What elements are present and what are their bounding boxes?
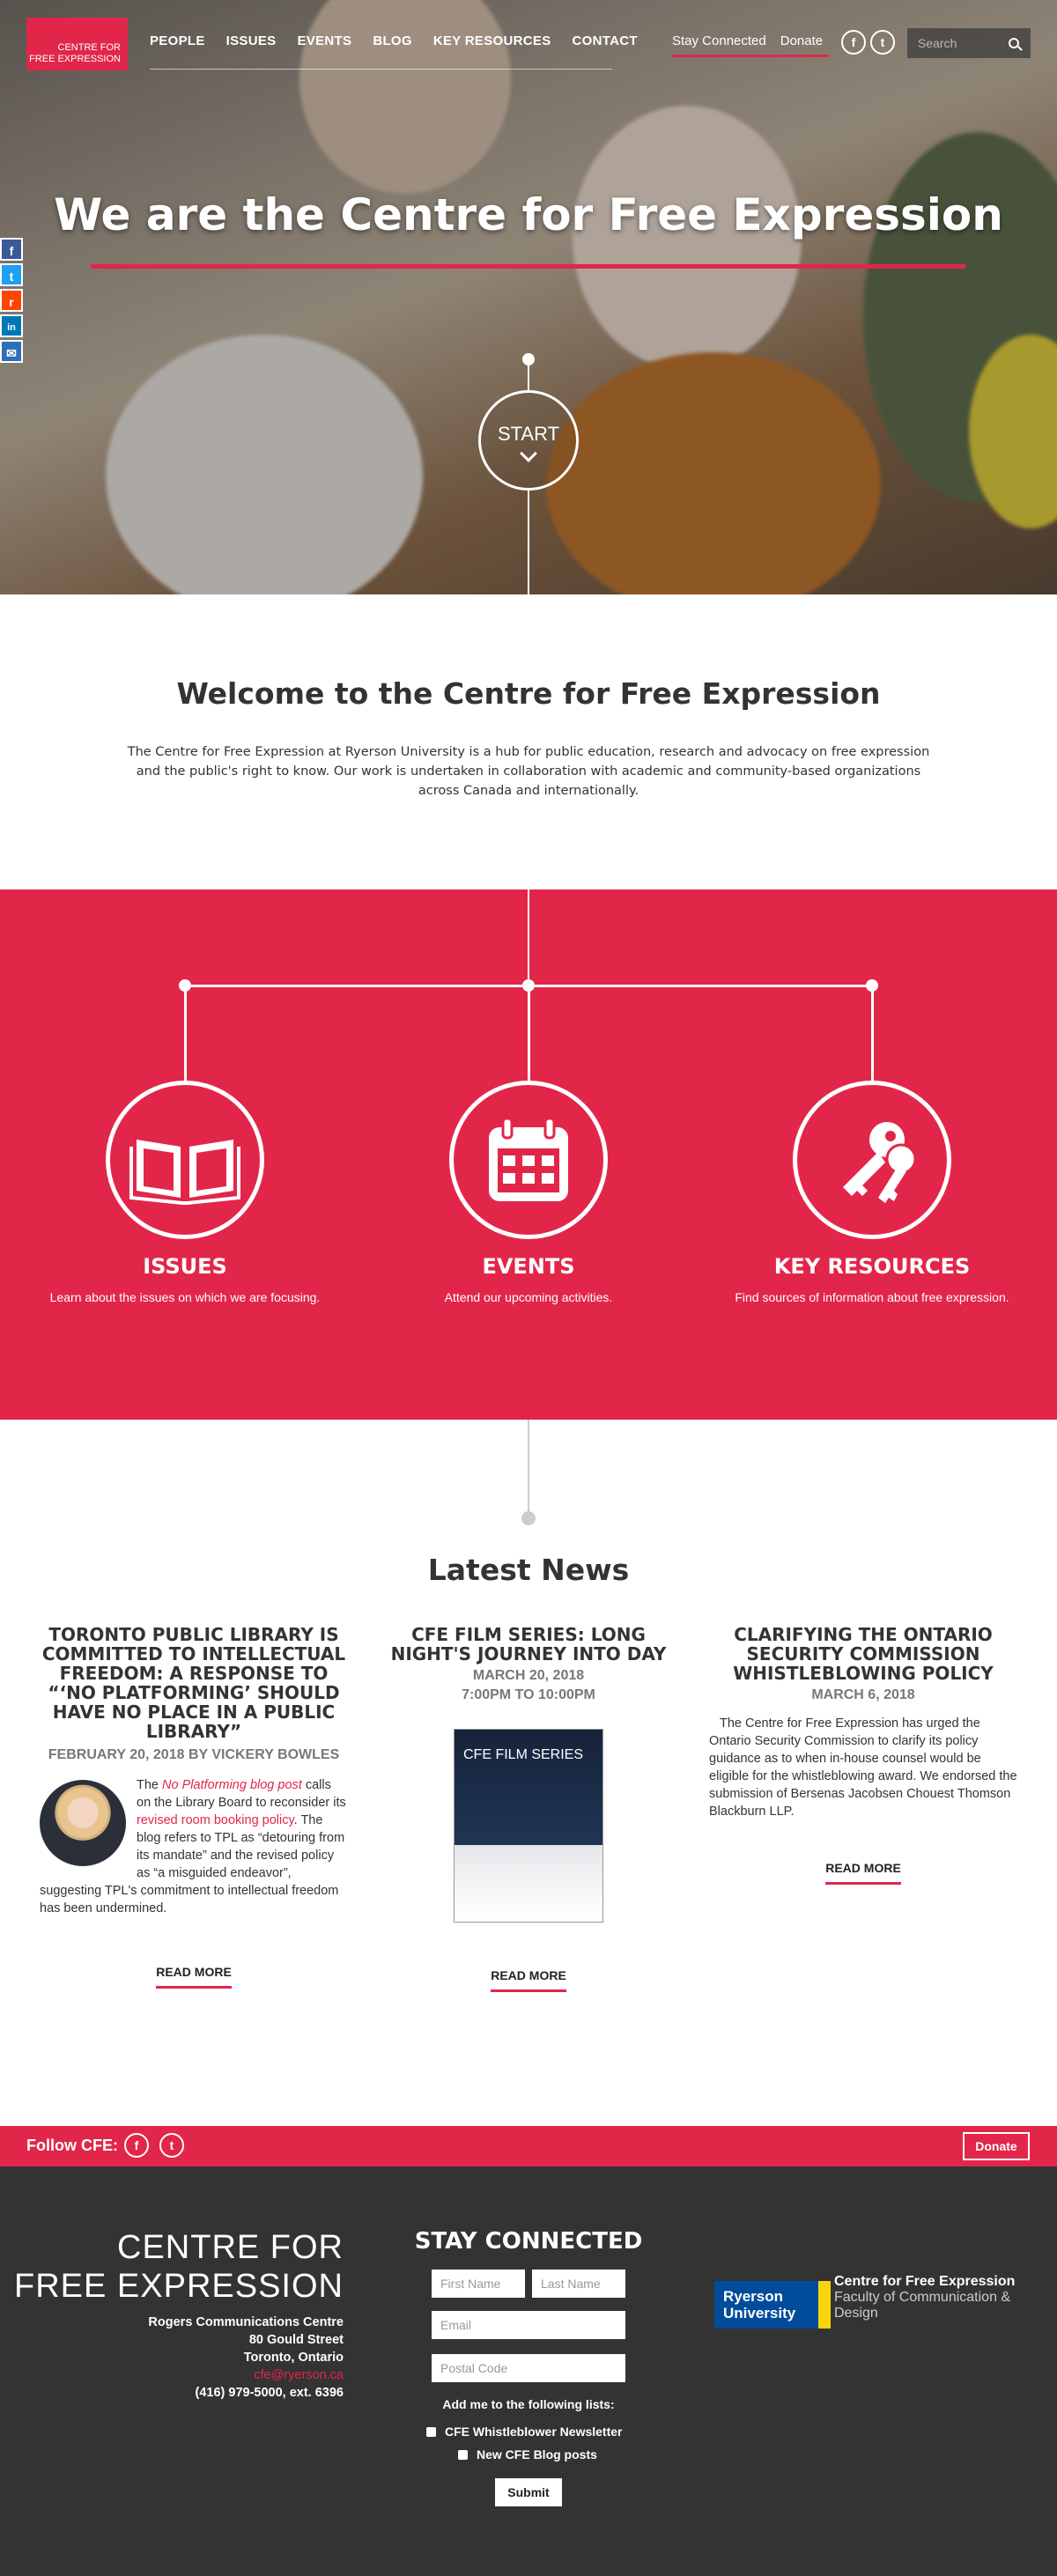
issues-title[interactable]: ISSUES bbox=[143, 1254, 227, 1279]
nav-events[interactable]: EVENTS bbox=[297, 33, 352, 48]
follow-label: Follow CFE: bbox=[26, 2137, 118, 2154]
chevron-down-icon bbox=[520, 445, 537, 462]
checkbox[interactable] bbox=[426, 2427, 436, 2437]
submit-button[interactable]: Submit bbox=[495, 2478, 562, 2506]
main-nav bbox=[150, 33, 638, 48]
search-box bbox=[907, 28, 1031, 58]
stay-connected-link[interactable]: Stay Connected bbox=[672, 33, 766, 48]
checkbox[interactable] bbox=[458, 2450, 468, 2460]
blog-posts-option[interactable] bbox=[458, 2447, 597, 2462]
email-field[interactable] bbox=[432, 2311, 625, 2339]
footer-logo-line-1: CENTRE FOR bbox=[117, 2229, 344, 2266]
nav-key-resources[interactable]: KEY RESOURCES bbox=[432, 33, 551, 48]
faculty-name: Faculty of Communication & Design bbox=[834, 2290, 1011, 2321]
author-avatar bbox=[40, 1780, 126, 1866]
no-platforming-link[interactable]: No Platforming blog post bbox=[162, 1778, 302, 1792]
address-line: Rogers Communications Centre bbox=[148, 2315, 344, 2329]
nav-blog[interactable]: BLOG bbox=[373, 33, 412, 48]
excerpt-text: . The blog refers to TPL as “detouring from its mandate” and the revised policy as “a misguided endeavor”, suggesting TPL's commitment to intellectual freedom has been undermined. bbox=[40, 1813, 345, 1915]
footer-phone: (416) 979-5000, ext. 6396 bbox=[195, 2386, 344, 2400]
checkbox-label: CFE Whistleblower Newsletter bbox=[445, 2425, 623, 2439]
timeline-line bbox=[528, 361, 529, 392]
start-button[interactable] bbox=[478, 390, 579, 491]
news-item-date: MARCH 6, 2018 bbox=[811, 1687, 915, 1702]
stay-connected-title: STAY CONNECTED bbox=[414, 2228, 643, 2255]
hero-title-underline bbox=[91, 264, 965, 269]
follow-bar bbox=[0, 2126, 1057, 2166]
donate-button[interactable]: Donate bbox=[963, 2132, 1030, 2160]
footer-address bbox=[148, 2314, 344, 2402]
footer-logo-line-2: FREE EXPRESSION bbox=[14, 2268, 344, 2305]
read-more-button[interactable]: READ MORE bbox=[825, 1861, 901, 1885]
issues-circle[interactable] bbox=[106, 1081, 264, 1239]
first-name-field[interactable] bbox=[432, 2270, 525, 2298]
search-icon[interactable] bbox=[1009, 38, 1019, 48]
start-label: START bbox=[497, 423, 560, 445]
checkbox-label: New CFE Blog posts bbox=[477, 2447, 597, 2462]
share-email-icon[interactable]: ✉ bbox=[0, 340, 23, 363]
timeline-line bbox=[528, 1420, 529, 1517]
news-item-excerpt: The Centre for Free Expression has urged the Ontario Security Commission to clarify its policy guidance as to when in-house counsel would be eligible for the whistleblowing award. We endorsed the submission of Bersenas Jacobsen Chouest Thomson Blackburn LLP. bbox=[709, 1716, 1017, 1819]
news-item-time: 7:00PM TO 10:00PM bbox=[462, 1687, 595, 1702]
donate-link[interactable]: Donate bbox=[780, 33, 824, 48]
share-facebook-icon[interactable]: f bbox=[0, 238, 23, 261]
site-logo[interactable] bbox=[26, 18, 128, 70]
footer-logo[interactable] bbox=[14, 2228, 344, 2306]
share-bar bbox=[0, 238, 26, 365]
nav-people[interactable]: PEOPLE bbox=[150, 33, 205, 48]
share-reddit-icon[interactable]: r bbox=[0, 289, 23, 312]
hero-title: We are the Centre for Free Expression bbox=[54, 189, 1003, 240]
top-links bbox=[672, 33, 823, 48]
welcome-title: Welcome to the Centre for Free Expression bbox=[176, 676, 881, 711]
news-item-date: MARCH 20, 2018 bbox=[472, 1668, 585, 1683]
whistleblower-newsletter-option[interactable] bbox=[426, 2425, 622, 2439]
nav-issues[interactable]: ISSUES bbox=[225, 33, 277, 48]
key-resources-title[interactable]: KEY RESOURCES bbox=[773, 1254, 971, 1279]
address-line: 80 Gould Street bbox=[248, 2333, 344, 2347]
postal-code-field[interactable] bbox=[432, 2354, 625, 2382]
poster-title: CFE FILM SERIES bbox=[463, 1747, 584, 1762]
timeline-dot bbox=[521, 1511, 536, 1525]
key-resources-subtitle: Find sources of information about free expression. bbox=[735, 1290, 1009, 1304]
stay-connected-underline bbox=[672, 55, 829, 57]
latest-news-title: Latest News bbox=[427, 1553, 630, 1587]
booking-policy-link[interactable]: revised room booking policy bbox=[137, 1813, 294, 1827]
footer-email-link[interactable]: cfe@ryerson.ca bbox=[254, 2368, 344, 2382]
share-twitter-icon[interactable]: t bbox=[0, 263, 23, 286]
timeline-line bbox=[528, 889, 529, 986]
welcome-text: The Centre for Free Expression at Ryerson University is a hub for public education, research and advocacy on free expression and the public's right to know. Our work is undertaken in collaboration with academic and community-based organizations across Canada and internationally. bbox=[127, 745, 930, 798]
lists-label: Add me to the following lists: bbox=[442, 2397, 615, 2411]
last-name-field[interactable] bbox=[532, 2270, 625, 2298]
read-more-button[interactable]: READ MORE bbox=[491, 1968, 566, 1992]
news-item bbox=[374, 1625, 683, 1992]
cfe-name: Centre for Free Expression bbox=[834, 2274, 1016, 2289]
logo-line-2: FREE EXPRESSION bbox=[29, 54, 121, 64]
event-poster[interactable] bbox=[454, 1729, 603, 1923]
book-icon bbox=[110, 1085, 260, 1235]
news-item-title[interactable]: CLARIFYING THE ONTARIO SECURITY COMMISSION WHISTLEBLOWING POLICY bbox=[733, 1624, 994, 1684]
read-more-button[interactable]: READ MORE bbox=[156, 1965, 232, 1989]
twitter-icon[interactable]: t bbox=[159, 2133, 184, 2158]
share-linkedin-icon[interactable]: in bbox=[0, 314, 23, 337]
timeline-line bbox=[528, 986, 530, 1083]
keys-icon bbox=[797, 1085, 947, 1235]
timeline-line bbox=[528, 491, 529, 594]
excerpt-text: calls on the Library Board to reconsider its bbox=[137, 1778, 346, 1810]
logo-line-1: CENTRE FOR bbox=[57, 42, 121, 53]
faculty-info bbox=[834, 2274, 1028, 2321]
news-item-meta: FEBRUARY 20, 2018 BY VICKERY BOWLES bbox=[48, 1747, 340, 1762]
events-title[interactable]: EVENTS bbox=[482, 1254, 575, 1279]
twitter-icon[interactable]: t bbox=[870, 30, 895, 55]
news-item-title[interactable]: CFE FILM SERIES: LONG NIGHT'S JOURNEY INTO DAY bbox=[390, 1624, 667, 1664]
timeline-line bbox=[184, 986, 187, 1083]
timeline-line bbox=[871, 986, 874, 1083]
events-circle[interactable] bbox=[449, 1081, 608, 1239]
facebook-icon[interactable]: f bbox=[124, 2133, 149, 2158]
calendar-icon bbox=[454, 1085, 603, 1235]
key-resources-circle[interactable] bbox=[793, 1081, 951, 1239]
ryerson-logo[interactable]: Ryerson University bbox=[714, 2281, 820, 2329]
search-input[interactable] bbox=[918, 36, 1002, 50]
facebook-icon[interactable]: f bbox=[841, 30, 866, 55]
issues-subtitle: Learn about the issues on which we are focusing. bbox=[49, 1290, 321, 1304]
news-item bbox=[709, 1625, 1017, 1885]
news-item bbox=[40, 1625, 348, 1989]
nav-contact[interactable]: CONTACT bbox=[572, 33, 638, 48]
nav-divider bbox=[150, 69, 612, 70]
events-subtitle: Attend our upcoming activities. bbox=[444, 1290, 613, 1304]
news-item-excerpt bbox=[40, 1776, 348, 1917]
excerpt-text: The bbox=[137, 1778, 163, 1792]
news-item-title[interactable]: TORONTO PUBLIC LIBRARY IS COMMITTED TO INTELLECTUAL FREEDOM: A RESPONSE TO “‘NO PLATFORMING’ SHOULD HAVE NO PLACE IN A PUBLIC LIBRARY” bbox=[41, 1624, 346, 1742]
address-line: Toronto, Ontario bbox=[243, 2351, 344, 2365]
